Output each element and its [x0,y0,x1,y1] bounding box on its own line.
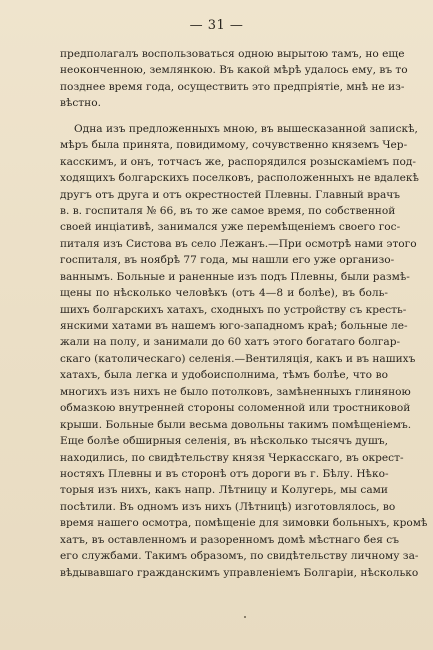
ink-speck [244,616,246,618]
text-line: шихъ болгарскихъ хатахъ, сходныхъ по устройству съ кресть- [60,303,407,316]
text-line: мѣръ была принята, повидимому, сочувственно княземъ Чер- [60,139,408,152]
paragraph-2 [60,121,428,581]
text-line: позднее время года, осуществить это предпріятіе, мнѣ не из- [60,80,405,93]
text-line: скаго (католическаго) селенія.—Вентиляція, какъ и въ нашихъ [60,352,416,365]
text-line: касскимъ, и онъ, тотчасъ же, распорядился розыскаміемъ под- [60,155,417,168]
text-line: находились, по свидѣтельству князя Черкасскаго, въ окрест- [60,451,404,464]
text-line: вѣдывавшаго гражданскимъ управленіемъ Болгаріи, нѣсколько [60,566,419,579]
text-line: госпиталя, въ ноябрѣ 77 года, мы нашли его уже организо- [60,254,395,267]
text-line: ходящихъ болгарскихъ поселковъ, расположенныхъ не вдалекѣ [60,172,419,185]
page-number: — 31 — [189,18,244,33]
text-line: многихъ изъ нихъ не было потолковъ, замѣненныхъ глиняною [60,385,411,398]
text-line: щены по нѣсколько человѣкъ (отъ 4—8 и болѣе), въ боль- [60,287,388,300]
text-line: своей инціативѣ, занимался уже перемѣщеніемъ своего гос- [60,221,401,234]
text-line: предполагалъ воспользоваться одною вырытою тамъ, но еще [60,48,405,60]
text-line: крыши. Больные были весьма довольны такимъ помѣщеніемъ. [60,418,412,431]
text-line: хатахъ, была легка и удобоисполнима, тѣмъ болѣе, что во [60,369,388,382]
text-line: в. в. госпиталя № 66, въ то же самое время, по собственной [60,204,396,217]
text-line: жали на полу, и занимали до 60 хатъ этого богатаго болгар- [60,336,401,349]
text-line: неоконченною, землянкою. Въ какой мѣрѣ удалось ему, въ то [60,64,408,77]
text-line: посѣтили. Въ одномъ изъ нихъ (Лѣтницѣ) изготовлялось, во [60,500,396,513]
text-line: ностяхъ Плевны и въ сторонѣ отъ дороги въ г. Бѣлу. Нѣко- [60,467,389,480]
text-line: ваннымъ. Больные и раненные изъ подъ Плевны, были размѣ- [60,270,410,283]
text-line: хатъ, въ оставленномъ и разоренномъ домѣ мѣстнаго бея съ [60,533,399,546]
text-line: обмазкою внутренней стороны соломенной или тростниковой [60,402,411,415]
text-line: его службами. Такимъ образомъ, по свидѣтельству личному за- [60,550,419,563]
text-line: Еще болѣе обширныя селенія, въ нѣсколько тысячъ душъ, [60,435,388,448]
text-line: время нашего осмотра, помѣщеніе для зимовки больныхъ, кромѣ [60,517,428,530]
text-line: другъ отъ друга и отъ окрестностей Плевны. Главный врачъ [60,188,401,201]
text-line: янскими хатами въ нашемъ юго-западномъ краѣ; больные ле- [60,320,408,332]
text-line: питаля изъ Систова въ село Лежанъ.—При осмотрѣ нами этого [60,237,417,250]
text-line: торыя изъ нихъ, какъ напр. Лѣтницу и Колугерь, мы сами [60,484,388,497]
text-line: вѣстно. [60,97,101,110]
paragraph-gap [60,112,388,121]
body-text [60,46,428,581]
paragraph-1 [60,46,408,112]
text-line: Одна изъ предложенныхъ мною, въ вышесказанной запискѣ, [74,122,418,135]
